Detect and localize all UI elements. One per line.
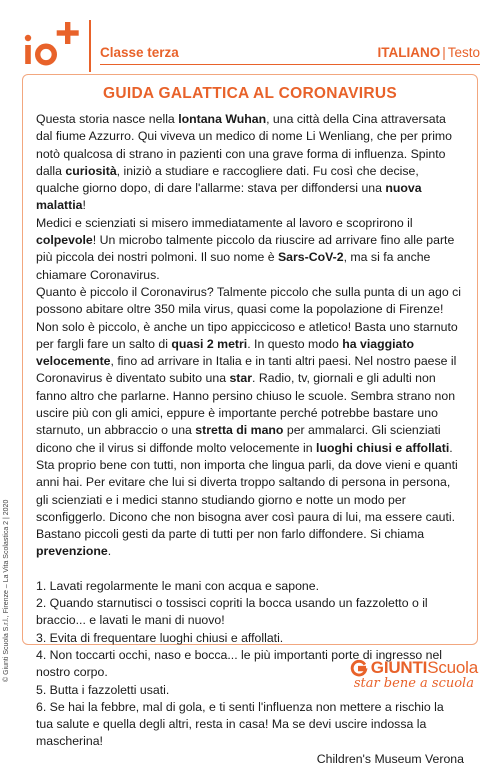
article-paragraphs	[36, 111, 464, 561]
text-run: . Radio, tv, giornali e gli adulti non fanno altro che parlarne. Hanno persino chiuso le scuole. Sembra strano non uscire più con gli amici, eppure è importante perché potrebbe bastare uno starnuto, un abbraccio o una	[36, 371, 456, 438]
text-run: !	[82, 198, 86, 213]
copyright-note: © Giunti Scuola S.r.l., Firenze – La Vita Scolastica 2 | 2020	[3, 499, 10, 682]
header-rule	[100, 64, 480, 65]
text-run: , una città della Cina attraversata dal fiume Azzurro. Qui viveva un medico di nome Li Wenliang, che per primo notò qualcosa di strano in pazienti con una grave forma di influenza. Spinto dalla	[36, 112, 453, 178]
grade-label: Classe terza	[100, 45, 179, 60]
highlighted-term: ha viaggiato velocemente	[36, 336, 414, 369]
article-signature: Children's Museum Verona	[316, 751, 464, 766]
subject-type: Testo	[447, 45, 480, 60]
highlighted-term: lontana Wuhan	[178, 112, 267, 126]
text-run: . In questo modo	[247, 336, 343, 351]
highlighted-term: quasi 2 metri	[171, 336, 248, 351]
prevention-rule: 2. Quando starnutisci o tossisci copriti la bocca usando un fazzoletto o il braccio... e lavati le mani di nuovo!	[36, 596, 428, 628]
article-paragraph	[36, 215, 464, 284]
text-run: , fino ad arrivare in Italia e in tanti altri paesi. Nel nostro paese il Coronavirus è diventato subito una	[36, 354, 457, 386]
text-run: Medici e scienziati si misero immediatamente al lavoro e scoprirono il	[36, 215, 413, 230]
io-plus-logo	[22, 16, 82, 68]
publisher-name-bold: GIUNTI	[370, 658, 428, 677]
article-paragraph	[36, 457, 464, 561]
text-run: per ammalarci. Gli scienziati dicono che il virus si diffonde molto velocemente in	[36, 423, 441, 455]
highlighted-term: stretta di mano	[195, 423, 284, 438]
text-run: , ma si fa anche chiamare Coronavirus.	[36, 250, 431, 282]
giunti-g-icon	[350, 659, 368, 677]
logo-text: io+	[22, 16, 24, 17]
highlighted-term: colpevole	[36, 233, 93, 248]
text-run: , iniziò a studiare e raccogliere dati. Fu così che decise, qualche giorno dopo, di dare l'allarme: stava per diffondersi una	[36, 163, 419, 196]
article-paragraph	[36, 284, 464, 457]
highlighted-term: curiosità	[65, 163, 117, 178]
highlighted-term: star	[229, 371, 253, 386]
prevention-rule: 6. Se hai la febbre, mal di gola, e ti senti l'influenza non mettere a rischio la tua salute e quella degli altri, resta in casa! Ma se devi uscire indossa la mascherina!	[36, 699, 444, 749]
publisher-name-light: Scuola	[427, 658, 478, 677]
text-run: ! Un microbo talmente piccolo da riuscire ad arrivare fino alle parte più piccola dei nostri polmoni. Il suo nome è	[36, 233, 455, 265]
prevention-rule: 5. Butta i fazzoletti usati.	[36, 682, 170, 697]
prevention-rule: 3. Evita di frequentare luoghi chiusi e affollati.	[36, 630, 284, 645]
document-title: GUIDA GALATTICA AL CORONAVIRUS	[102, 85, 398, 102]
highlighted-term: Sars-CoV-2	[277, 250, 344, 265]
highlighted-term: luoghi chiusi e affollati	[316, 440, 450, 455]
text-run: .	[449, 440, 453, 455]
highlighted-term: prevenzione	[36, 544, 108, 559]
text-run: Sta proprio bene con tutti, non importa che lingua parli, da dove vieni e quanti anni hai. Per evitare che lui si diverta troppo saltando di persona in persona, gli scienziati e i medici stanno studiando giorno e notte un modo per sconfiggerlo. Dicono che non bisogna aver così paura di lui, ma essere cauti. Bastano piccoli gesti da parte di tutti per non farlo diffondere. Si chiama	[36, 457, 458, 542]
subject-name: ITALIANO	[377, 45, 441, 60]
prevention-rule: 4. Non toccarti occhi, naso e bocca... le più importanti porte di ingresso nel nostro corpo.	[36, 647, 443, 680]
highlighted-term: nuova malattia	[36, 181, 422, 213]
publisher-logo	[350, 658, 478, 691]
publisher-motto: star bene a scuola	[353, 676, 474, 691]
text-run: Questa storia nasce nella	[36, 112, 179, 126]
prevention-rule: 1. Lavati regolarmente le mani con acqua e sapone.	[36, 578, 320, 593]
subject-label: ITALIANO | Testo	[377, 45, 480, 60]
text-run: .	[107, 544, 112, 559]
header-divider	[89, 20, 91, 72]
article-paragraph	[36, 111, 464, 215]
text-run: Quanto è piccolo il Coronavirus? Talmente piccolo che sulla punta di un ago ci possono abitare oltre 350 mila virus, quasi come la popolazione di Firenze! Non solo è piccolo, è anche un tipo appiccicoso e atletico! Basta uno starnuto per fargli fare un salto di	[36, 284, 461, 351]
